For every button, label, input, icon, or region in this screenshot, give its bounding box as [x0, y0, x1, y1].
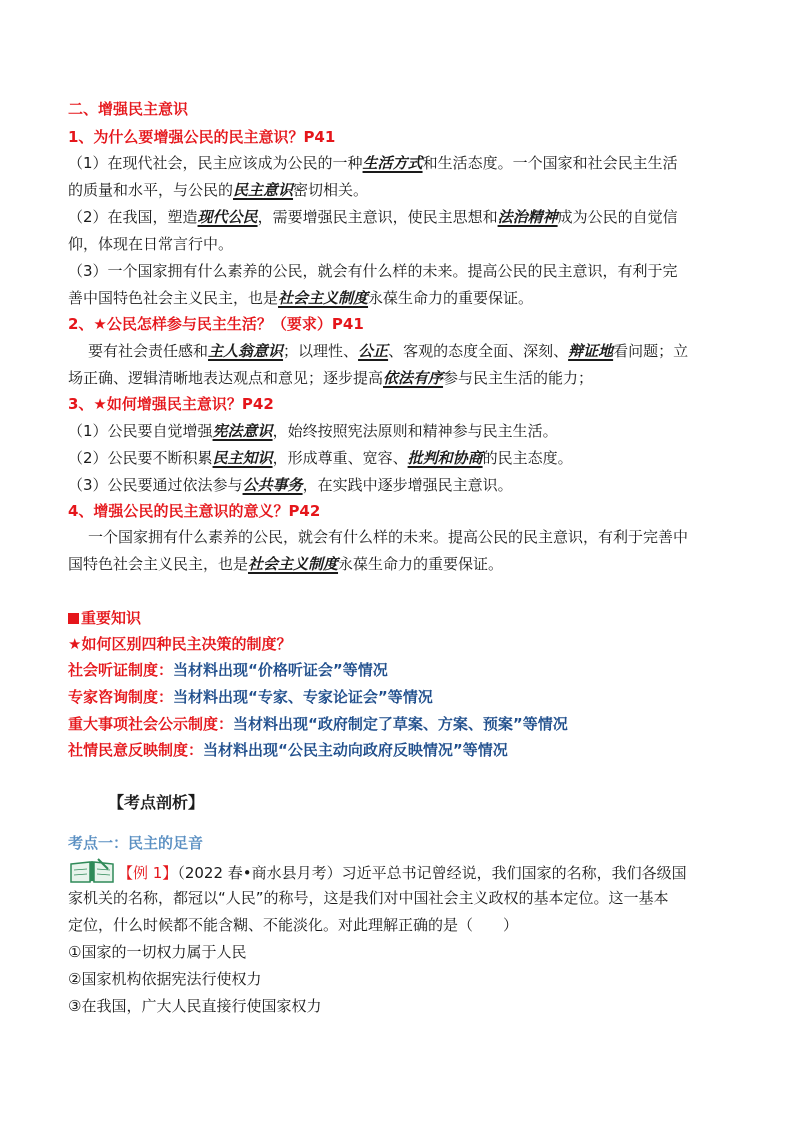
example-tag: 【例 1】 [118, 864, 178, 882]
option-item: ②国家机构依据宪法行使权力 [68, 970, 262, 988]
keyword: 宪法意识 [212, 422, 273, 440]
question-2-heading: 2、★公民怎样参与民主生活？（要求）P41 [68, 315, 364, 333]
q1-paragraph-1-cont: 的质量和水平，与公民的民主意识密切相关。 [68, 181, 369, 199]
q2-paragraph-1-cont: 场正确、逻辑清晰地表达观点和意见；逐步提高依法有序参与民主生活的能力； [68, 369, 594, 387]
analysis-title: 【考点剖析】 [108, 793, 205, 812]
keyword: 辩证地 [568, 342, 614, 360]
keyword: 社会主义制度 [278, 289, 369, 307]
important-question: ★如何区别四种民主决策的制度？ [68, 635, 292, 653]
keyword: 主人翁意识 [208, 342, 284, 360]
exam-point-1: 考点一：民主的足音 [68, 834, 204, 852]
question-4-heading: 4、增强公民的民主意识的意义？P42 [68, 502, 321, 520]
q3-item-2: （2）公民要不断积累民主知识，形成尊重、宽容、批判和协商的民主态度。 [68, 449, 573, 467]
example-1-line-2: 家机关的名称，都冠以“人民”的称号，这是我们对中国社会主义政权的基本定位。这一基本 [68, 889, 669, 907]
option-item: ③在我国，广大人民直接行使国家权力 [68, 997, 322, 1015]
keyword: 公正 [358, 342, 389, 360]
q2-paragraph-1: 要有社会责任感和主人翁意识；以理性、公正、客观的态度全面、深刻、辩证地看问题；立 [88, 342, 689, 360]
q3-item-1: （1）公民要自觉增强宪法意识，始终按照宪法原则和精神参与民主生活。 [68, 422, 558, 440]
q1-paragraph-3-cont: 善中国特色社会主义民主，也是社会主义制度永葆生命力的重要保证。 [68, 289, 534, 307]
example-1-line-3: 定位，什么时候都不能含糊、不能淡化。对此理解正确的是（ ） [68, 916, 519, 934]
q4-paragraph-1-cont: 国特色社会主义民主，也是社会主义制度永葆生命力的重要保证。 [68, 555, 504, 573]
option-item: ①国家的一切权力属于人民 [68, 943, 247, 961]
keyword: 依法有序 [383, 369, 444, 387]
q1-paragraph-1: （1）在现代社会，民主应该成为公民的一种生活方式和生活态度。一个国家和社会民主生活 [68, 154, 678, 172]
example-1-line-1: 【例 1】（2022 春•商水县月考）习近平总书记曾经说，我们国家的名称，我们各级国 [68, 858, 687, 892]
keyword: 生活方式 [362, 154, 423, 172]
decision-system-item: 专家咨询制度：当材料出现“专家、专家论证会”等情况 [68, 688, 433, 706]
keyword: 社会主义制度 [248, 555, 339, 573]
q1-paragraph-2-cont: 仰，体现在日常言行中。 [68, 235, 234, 253]
decision-system-item: 社情民意反映制度：当材料出现“公民主动向政府反映情况”等情况 [68, 741, 508, 759]
q4-paragraph-1: 一个国家拥有什么素养的公民，就会有什么样的未来。提高公民的民主意识，有利于完善中 [88, 528, 689, 546]
keyword: 公共事务 [242, 476, 303, 494]
keyword: 批判和协商 [407, 449, 483, 467]
decision-system-item: 重大事项社会公示制度：当材料出现“政府制定了草案、方案、预案”等情况 [68, 715, 568, 733]
q3-item-3: （3）公民要通过依法参与公共事务，在实践中逐步增强民主意识。 [68, 476, 513, 494]
question-3-heading: 3、★如何增强民主意识？P42 [68, 395, 274, 413]
keyword: 民主意识 [233, 181, 294, 199]
q1-paragraph-2: （2）在我国，塑造现代公民，需要增强民主意识，使民主思想和法治精神成为公民的自觉信 [68, 208, 678, 226]
keyword: 法治精神 [497, 208, 558, 226]
important-knowledge-title: 重要知识 [68, 605, 141, 631]
section-title: 二、增强民主意识 [68, 100, 189, 118]
keyword: 民主知识 [212, 449, 273, 467]
q1-paragraph-3: （3）一个国家拥有什么素养的公民，就会有什么样的未来。提高公民的民主意识，有利于完 [68, 262, 678, 280]
question-1-heading: 1、为什么要增强公民的民主意识？P41 [68, 128, 336, 146]
keyword: 现代公民 [197, 208, 258, 226]
decision-system-item: 社会听证制度：当材料出现“价格听证会”等情况 [68, 661, 388, 679]
red-square-icon [68, 613, 79, 624]
